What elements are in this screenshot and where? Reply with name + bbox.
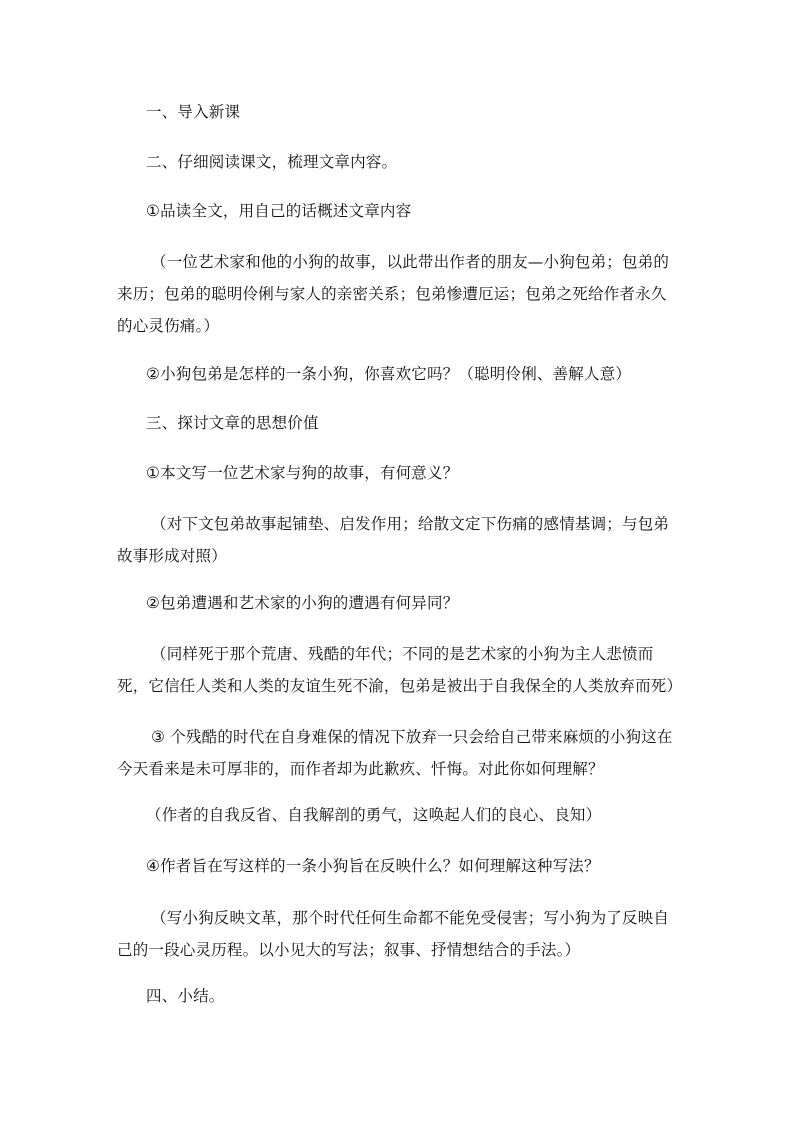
answer-6: （写小狗反映文革，那个时代任何生命都不能免受侵害；写小狗为了反映自己的一段心灵历程。以小见大的写法；叙事、抒情想结合的手法。） [117,909,670,959]
section-heading-intro: 一、导入新课 [146,103,241,121]
answer-3: （对下文包弟故事起铺垫、启发作用；给散文定下伤痛的感情基调；与包弟故事形成对照） [117,515,670,565]
answer-1: （一位艺术家和他的小狗的故事，以此带出作者的朋友—小狗包弟；包弟的来历；包弟的聪明伶俐与家人的亲密关系；包弟惨遭厄运；包弟之死给作者永久的心灵伤痛。） [117,253,670,335]
section-heading-thought: 三、探讨文章的思想价值 [146,414,319,432]
question-1: ①品读全文，用自己的话概述文章内容 [146,202,412,220]
question-6: ④作者旨在写这样的一条小狗旨在反映什么？如何理解这种写法？ [146,857,600,875]
question-2: ②小狗包弟是怎样的一条小狗，你喜欢它吗？（聪明伶俐、善解人意） [146,365,632,383]
section-heading-summary: 四、小结。 [146,987,225,1005]
answer-4: （同样死于那个荒唐、残酷的年代；不同的是艺术家的小狗为主人悲愤而死，它信任人类和人类的友谊生死不渝，包弟是被出于自我保全的人类放弃而死） [117,645,683,695]
question-4: ②包弟遭遇和艺术家的小狗的遭遇有何异同？ [146,594,459,612]
answer-5: （作者的自我反省、自我解剖的勇气，这唤起人们的良心、良知） [146,806,602,824]
question-3: ①本文写一位艺术家与狗的故事，有何意义？ [146,464,459,482]
section-heading-reading: 二、仔细阅读课文，梳理文章内容。 [146,153,398,171]
question-5: ③ 个残酷的时代在自身难保的情况下放弃一只会给自己带来麻烦的小狗这在今天看来是未可厚非的，而作者却为此歉疚、忏悔。对此你如何理解？ [117,728,673,778]
